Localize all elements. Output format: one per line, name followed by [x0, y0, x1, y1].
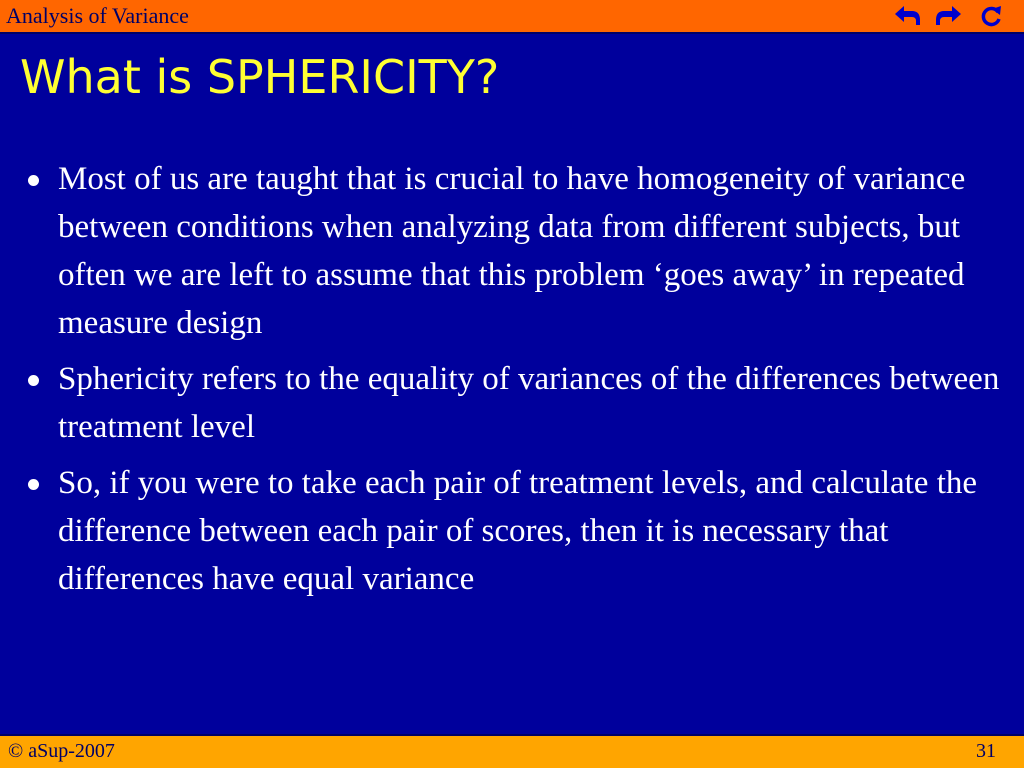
bullet-list: [22, 155, 1012, 611]
bullet-text: Sphericity refers to the equality of variances of the differences between treatment level: [58, 361, 1000, 445]
bullet-item: [22, 155, 1012, 347]
bullet-icon: [28, 175, 39, 186]
reload-icon: [978, 3, 1004, 29]
back-button[interactable]: [892, 2, 922, 30]
copyright-text: © aSup-2007: [8, 740, 115, 762]
back-arrow-icon: [892, 3, 922, 29]
header-bar: [0, 0, 1024, 34]
forward-arrow-icon: [934, 3, 964, 29]
presentation-title: Analysis of Variance: [6, 3, 189, 28]
page-title: What is SPHERICITY?: [20, 50, 500, 104]
return-button[interactable]: [976, 2, 1006, 30]
bullet-item: [22, 459, 1012, 603]
footer-bar: [0, 734, 1024, 768]
bullet-text: So, if you were to take each pair of treatment levels, and calculate the difference between each pair of scores, then it is necessary that differences have equal variance: [58, 465, 978, 597]
bullet-icon: [28, 479, 39, 490]
bullet-text: Most of us are taught that is crucial to have homogeneity of variance between conditions when analyzing data from different subjects, but often we are left to assume that this problem ‘goes away’ in repeated measure design: [58, 161, 966, 341]
navigation-controls: [892, 1, 1006, 31]
page-number: 31: [976, 740, 996, 762]
bullet-item: [22, 355, 1012, 451]
bullet-icon: [28, 375, 39, 386]
forward-button[interactable]: [934, 2, 964, 30]
